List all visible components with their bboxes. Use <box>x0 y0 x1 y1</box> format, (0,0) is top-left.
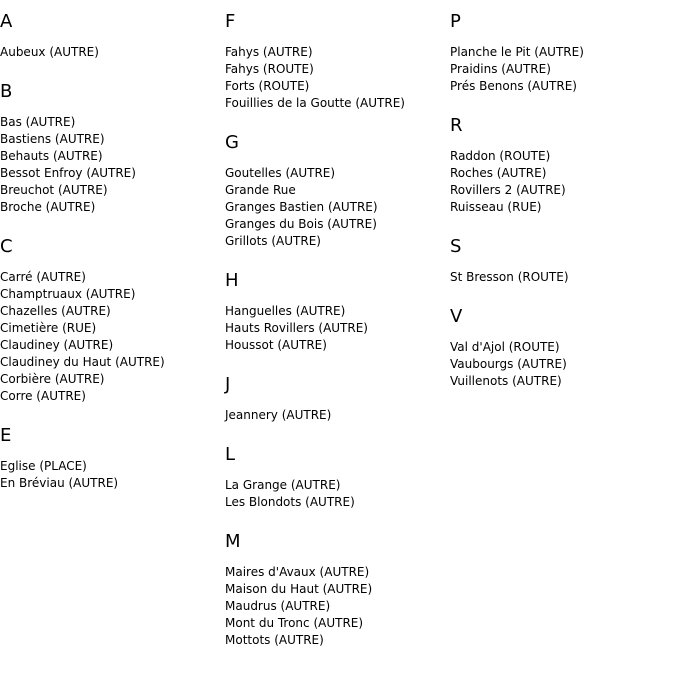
street-link[interactable]: Grillots (AUTRE) <box>225 234 321 248</box>
street-link[interactable]: Granges du Bois (AUTRE) <box>225 217 377 231</box>
street-link[interactable]: Prés Benons (AUTRE) <box>450 79 577 93</box>
list-item <box>225 199 447 216</box>
letter-group <box>0 235 222 405</box>
list-item <box>0 388 222 405</box>
letter-heading: L <box>225 444 236 465</box>
street-link[interactable]: Houssot (AUTRE) <box>225 338 327 352</box>
list-item <box>0 165 222 182</box>
street-link[interactable]: Breuchot (AUTRE) <box>0 183 108 197</box>
list-item <box>225 581 447 598</box>
street-link[interactable]: Mottots (AUTRE) <box>225 633 324 647</box>
list-item <box>0 458 222 475</box>
list-item <box>450 78 672 95</box>
street-link[interactable]: Vuillenots (AUTRE) <box>450 374 562 388</box>
street-link[interactable]: Raddon (ROUTE) <box>450 149 551 163</box>
letter-group <box>225 131 447 250</box>
letter-heading: J <box>225 374 231 395</box>
list-item <box>225 78 447 95</box>
street-link[interactable]: Bessot Enfroy (AUTRE) <box>0 166 136 180</box>
letter-group <box>225 269 447 354</box>
street-link[interactable]: Behauts (AUTRE) <box>0 149 103 163</box>
street-link[interactable]: Vaubourgs (AUTRE) <box>450 357 567 371</box>
letter-group <box>225 373 447 424</box>
letter-heading: C <box>0 236 13 257</box>
list-item <box>225 598 447 615</box>
street-link[interactable]: St Bresson (ROUTE) <box>450 270 569 284</box>
list-item <box>450 199 672 216</box>
list-item <box>225 407 447 424</box>
letter-heading: E <box>0 425 12 446</box>
street-list <box>225 564 447 649</box>
street-list <box>225 165 447 250</box>
street-link[interactable]: Bastiens (AUTRE) <box>0 132 105 146</box>
street-link[interactable]: Forts (ROUTE) <box>225 79 310 93</box>
street-link[interactable]: Champtruaux (AUTRE) <box>0 287 136 301</box>
list-item <box>225 632 447 649</box>
street-link[interactable]: Hauts Rovillers (AUTRE) <box>225 321 368 335</box>
list-item <box>450 339 672 356</box>
list-item <box>225 564 447 581</box>
list-item <box>0 114 222 131</box>
street-link[interactable]: Cimetière (RUE) <box>0 321 97 335</box>
letter-group <box>0 424 222 492</box>
street-list <box>450 269 672 286</box>
index-column <box>225 10 447 668</box>
street-list <box>450 339 672 390</box>
letter-group <box>225 443 447 511</box>
street-link[interactable]: La Grange (AUTRE) <box>225 478 341 492</box>
street-link[interactable]: Les Blondots (AUTRE) <box>225 495 355 509</box>
list-item <box>450 44 672 61</box>
list-item <box>225 615 447 632</box>
index-column <box>0 10 222 511</box>
letter-heading: H <box>225 270 239 291</box>
street-link[interactable]: Fouillies de la Goutte (AUTRE) <box>225 96 405 110</box>
list-item <box>225 494 447 511</box>
street-link[interactable]: Praidins (AUTRE) <box>450 62 551 76</box>
list-item <box>225 233 447 250</box>
street-list <box>450 148 672 216</box>
letter-heading: S <box>450 236 462 257</box>
list-item <box>450 148 672 165</box>
street-link[interactable]: Chazelles (AUTRE) <box>0 304 111 318</box>
street-link[interactable]: Val d'Ajol (ROUTE) <box>450 340 560 354</box>
street-list <box>450 44 672 95</box>
letter-group <box>450 235 672 286</box>
list-item <box>0 303 222 320</box>
street-link[interactable]: Carré (AUTRE) <box>0 270 86 284</box>
street-link[interactable]: Aubeux (AUTRE) <box>0 45 99 59</box>
street-list <box>0 44 222 61</box>
list-item <box>0 44 222 61</box>
street-link[interactable]: Grande Rue <box>225 183 296 197</box>
street-list <box>0 114 222 216</box>
street-link[interactable]: Hanguelles (AUTRE) <box>225 304 346 318</box>
street-link[interactable]: Maison du Haut (AUTRE) <box>225 582 373 596</box>
letter-group <box>450 10 672 95</box>
street-link[interactable]: Claudiney (AUTRE) <box>0 338 114 352</box>
list-item <box>0 148 222 165</box>
street-link[interactable]: Corre (AUTRE) <box>0 389 86 403</box>
letter-group <box>450 305 672 390</box>
list-item <box>0 182 222 199</box>
list-item <box>225 95 447 112</box>
list-item <box>225 320 447 337</box>
letter-group <box>225 10 447 112</box>
letter-group <box>225 530 447 649</box>
index-column <box>450 10 672 409</box>
list-item <box>450 61 672 78</box>
street-link[interactable]: Maires d'Avaux (AUTRE) <box>225 565 370 579</box>
street-link[interactable]: Jeannery (AUTRE) <box>225 408 332 422</box>
list-item <box>0 354 222 371</box>
street-list <box>225 477 447 511</box>
list-item <box>0 337 222 354</box>
street-link[interactable]: Eglise (PLACE) <box>0 459 87 473</box>
street-link[interactable]: En Bréviau (AUTRE) <box>0 476 119 490</box>
street-link[interactable]: Ruisseau (RUE) <box>450 200 542 214</box>
list-item <box>0 320 222 337</box>
street-link[interactable]: Bas (AUTRE) <box>0 115 76 129</box>
street-link[interactable]: Planche le Pit (AUTRE) <box>450 45 584 59</box>
list-item <box>225 303 447 320</box>
list-item <box>450 269 672 286</box>
street-link[interactable]: Maudrus (AUTRE) <box>225 599 331 613</box>
street-list <box>0 458 222 492</box>
list-item <box>225 216 447 233</box>
list-item <box>450 165 672 182</box>
list-item <box>0 371 222 388</box>
list-item <box>225 61 447 78</box>
letter-heading: V <box>450 306 463 327</box>
list-item <box>450 182 672 199</box>
street-link[interactable]: Fahys (AUTRE) <box>225 45 313 59</box>
letter-group <box>450 114 672 216</box>
list-item <box>450 356 672 373</box>
street-link[interactable]: Roches (AUTRE) <box>450 166 547 180</box>
street-list <box>225 44 447 112</box>
street-link[interactable]: Fahys (ROUTE) <box>225 62 314 76</box>
letter-heading: A <box>0 11 13 32</box>
list-item <box>225 477 447 494</box>
street-list <box>0 269 222 405</box>
letter-heading: G <box>225 132 239 153</box>
letter-heading: P <box>450 11 461 32</box>
street-link[interactable]: Mont du Tronc (AUTRE) <box>225 616 364 630</box>
street-list <box>225 303 447 354</box>
street-link[interactable]: Goutelles (AUTRE) <box>225 166 336 180</box>
street-link[interactable]: Granges Bastien (AUTRE) <box>225 200 378 214</box>
list-item <box>0 269 222 286</box>
list-item <box>0 286 222 303</box>
letter-heading: B <box>0 81 13 102</box>
letter-heading: F <box>225 11 236 32</box>
street-list <box>225 407 447 424</box>
street-link[interactable]: Broche (AUTRE) <box>0 200 96 214</box>
list-item <box>225 182 447 199</box>
letter-group <box>0 10 222 61</box>
list-item <box>0 131 222 148</box>
list-item <box>225 44 447 61</box>
letter-heading: M <box>225 531 241 552</box>
list-item <box>450 373 672 390</box>
letter-group <box>0 80 222 216</box>
list-item <box>0 199 222 216</box>
list-item <box>0 475 222 492</box>
street-link[interactable]: Claudiney du Haut (AUTRE) <box>0 355 165 369</box>
street-link[interactable]: Rovillers 2 (AUTRE) <box>450 183 566 197</box>
street-link[interactable]: Corbière (AUTRE) <box>0 372 105 386</box>
list-item <box>225 165 447 182</box>
list-item <box>225 337 447 354</box>
letter-heading: R <box>450 115 463 136</box>
